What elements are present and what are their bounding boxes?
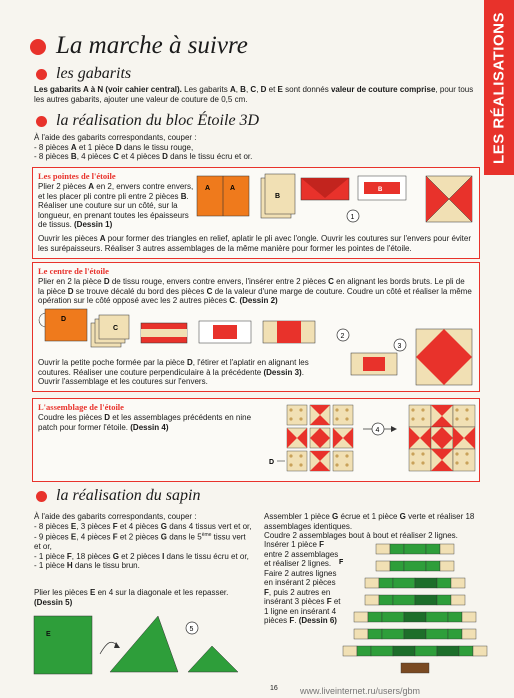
- section-tab: [484, 0, 514, 175]
- tree-trunk: [401, 663, 429, 673]
- box-title: Les pointes de l'étoile: [38, 171, 116, 181]
- pointes-text2: Ouvrir les pièces A pour former des triangles en relief, aplatir le pli avec l'ongle. Ouvrir les coutures sur l'envers pour éviter les surépaisseurs. Réaliser 3 autres assemblages de la même manière pour former les pointes de l'étoile.: [38, 234, 472, 253]
- patch-cell: [409, 405, 431, 427]
- page-title-text: La marche à suivre: [56, 32, 248, 59]
- heading-bloc-text: la réalisation du bloc Étoile 3D: [56, 112, 260, 129]
- sapin-col1: À l'aide des gabarits correspondants, couper : - 8 pièces E, 3 pièces F et 4 pièces G dans 4 tissus vert et or, - 9 pièces E, 4 pièces F et 2 pièces G dans le 5ème tissu vert et or, - 1 pièce F, 18 pièces G et 2 pièces I dans le tissu écru et or, - 1 pièce H dans le tissu brun.: [34, 512, 252, 571]
- label-b: B: [378, 187, 383, 193]
- tree-row: [376, 561, 454, 571]
- patch-cell: [333, 451, 353, 471]
- centre-text2: Ouvrir la petite poche formée par la pièce D, l'étirer et l'aplatir en alignant les coutures. Réaliser une couture perpendiculaire à la précédente (Dessin 3). Ouvrir l'assemblage et les coutures sur l'envers.: [38, 358, 309, 386]
- heading-sapin: [36, 487, 200, 505]
- sapin-col2b: Insérer 1 pièce F entre 2 assemblages et réaliser 2 lignes. Faire 2 autres lignes en insérant 2 pièces F, puis 2 autres en insérant 3 pièces F et 1 ligne en insérant 4 pièces F. (Dessin 6): [264, 540, 341, 625]
- section-tab-label: LES RÉALISATIONS: [490, 11, 508, 164]
- patch-cell: [333, 405, 353, 425]
- label-d: D: [269, 459, 275, 466]
- tree-row: [365, 578, 465, 588]
- bullet-icon: [36, 69, 47, 80]
- heading-sapin-text: la réalisation du sapin: [56, 487, 201, 504]
- dessin-6: [339, 538, 485, 688]
- bullet-icon: [36, 491, 47, 502]
- dessin-number: 4: [375, 427, 380, 434]
- heading-gabarits: [36, 65, 131, 83]
- dessin-4: [33, 399, 479, 481]
- patch-cell: [453, 427, 475, 449]
- tree-row: [343, 646, 487, 656]
- patch-cell: [431, 449, 453, 471]
- dessin-2-3: [33, 263, 479, 391]
- assemblage-text: Coudre les pièces D et les assemblages précédents en nine patch pour former l'étoile. (Dessin 4): [38, 413, 252, 432]
- patch-cell: [431, 427, 453, 449]
- label-c: C: [113, 325, 119, 332]
- tree-row: [376, 544, 454, 554]
- label-a: A: [230, 185, 236, 192]
- patch-cell: [333, 428, 353, 448]
- page-title: [30, 32, 248, 60]
- footer-url: www.liveinternet.ru/users/gbm: [300, 686, 421, 696]
- patch-cell: [453, 405, 475, 427]
- patch-cell: [310, 428, 330, 448]
- dessin-number: 1: [350, 214, 355, 221]
- dessin-1: [33, 168, 479, 258]
- gabarits-text: Les gabarits A à N (voir cahier central). Les gabarits A, B, C, D et E sont donnés valeur de couture comprise, pour tous les autres gabarits, ajouter une valeur de couture de 0,5 cm.: [34, 85, 474, 104]
- patch-cell: [287, 428, 307, 448]
- sapin-col2: Assembler 1 pièce G écrue et 1 pièce G verte et réaliser 18 assemblages identiques. Coudre 2 assemblages bout à bout et réaliser 2 lignes.: [264, 512, 475, 540]
- sapin-col1b: Plier les pièces E en 4 sur la diagonale et les repasser. (Dessin 5): [34, 588, 229, 607]
- bullet-icon: [30, 39, 46, 55]
- dessin-5: [30, 610, 260, 680]
- patch-cell: [310, 451, 330, 471]
- page-number: 16: [270, 685, 278, 692]
- box-assemblage: [32, 398, 480, 482]
- patch-cell: [287, 451, 307, 471]
- label-a: A: [205, 185, 211, 192]
- dessin-number: 5: [189, 626, 194, 633]
- heading-bloc: [36, 112, 259, 130]
- tree-row: [354, 612, 476, 622]
- patch-cell: [409, 427, 431, 449]
- patch-cell: [409, 449, 431, 471]
- box-pointes: [32, 167, 480, 259]
- tree-row: [354, 629, 476, 639]
- bullet-icon: [36, 116, 47, 127]
- bloc-intro: À l'aide des gabarits correspondants, couper : - 8 pièces A et 1 pièce D dans le tissu rouge, - 8 pièces B, 4 pièces C et 4 pièces D dans le tissu écru et or.: [34, 133, 253, 161]
- dessin-number: 2: [340, 333, 345, 340]
- label-d: D: [61, 316, 67, 323]
- tree-row: [365, 595, 465, 605]
- patch-cell: [431, 405, 453, 427]
- box-title: Le centre de l'étoile: [38, 266, 109, 276]
- heading-gabarits-text: les gabarits: [56, 65, 132, 82]
- centre-text1: Plier en 2 la pièce D de tissu rouge, envers contre envers, l'insérer entre 2 pièces C en alignant les bords bruts. Le pli de la pièce D se trouve décalé du bord des pièces C de la valeur d'une marge de couture. Coudre un côté et réaliser la même opération sur le côté opposé avec les 2 autres pièces C. (Dessin 2): [38, 277, 472, 305]
- dessin-number: 3: [397, 343, 402, 350]
- patch-cell: [310, 405, 330, 425]
- label-b: B: [275, 193, 281, 200]
- label-e: E: [46, 631, 51, 638]
- label-f: F: [339, 559, 344, 566]
- box-centre: [32, 262, 480, 392]
- pointes-text1: Plier 2 pièces A en 2, envers contre envers, et les placer pli contre pli entre 2 pièces B. Réaliser une couture sur un côté, sur la longueur, en prenant toutes les épaisseurs de tissus. (Dessin 1): [38, 182, 194, 229]
- patch-cell: [287, 405, 307, 425]
- box-title: L'assemblage de l'étoile: [38, 402, 124, 412]
- patch-cell: [453, 449, 475, 471]
